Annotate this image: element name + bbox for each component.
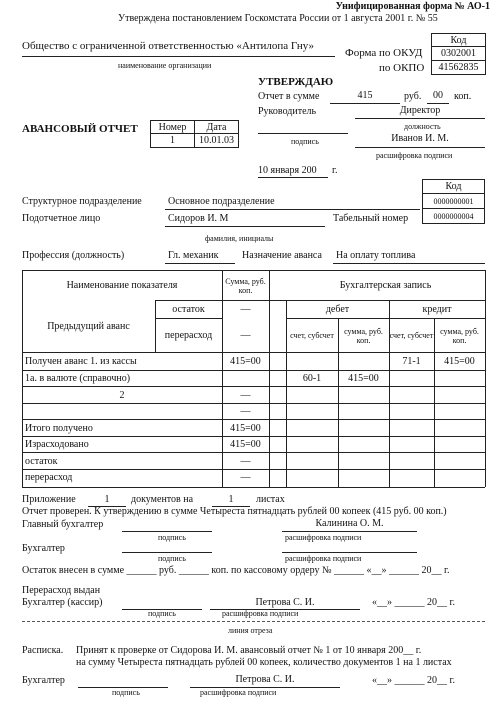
row-name: Израсходовано (25, 438, 89, 450)
row-debit-amount (338, 403, 389, 419)
row-credit-amount (434, 469, 485, 485)
approve-rub: руб. (404, 91, 422, 102)
row-credit-amount (434, 420, 485, 436)
th-sum: Сумма, руб. коп. (225, 276, 266, 295)
head-signature-line (258, 133, 348, 134)
purpose-value: На оплату топлива (336, 250, 416, 261)
approve-title: УТВЕРЖДАЮ (258, 76, 334, 88)
row-credit-amount (434, 453, 485, 469)
receipt-name: Петрова С. И. (235, 674, 295, 685)
cashier-name-caption: расшифровка подписи (222, 609, 299, 618)
cut-dashed-line (22, 621, 485, 622)
row-debit-amount (338, 453, 389, 469)
head-signature-caption: подпись (291, 137, 319, 146)
row-credit-account (389, 453, 434, 469)
purpose-line (333, 263, 485, 264)
approve-sum-label: Отчет в сумме (258, 91, 320, 102)
org-name: Общество с ограниченной ответственностью «Антилопа Гну» (22, 40, 315, 52)
dept-label: Структурное подразделение (22, 196, 142, 207)
row-name (22, 403, 225, 419)
approve-date: 10 января 200 (258, 165, 317, 176)
row-credit-amount (434, 436, 485, 452)
head-position-line (355, 118, 485, 119)
tab-label: Табельный номер (333, 213, 409, 224)
okud-label: Форма по ОКУД (345, 47, 423, 59)
form-title: Унифицированная форма № АО-1 (335, 1, 490, 12)
prof-value: Гл. механик (168, 250, 219, 261)
approve-kop-line (427, 103, 449, 104)
th-credit-amount: сумма, руб. коп. (440, 326, 479, 345)
row-name: 1а. в валюте (справочно) (25, 372, 131, 384)
chief-name-line (282, 531, 417, 532)
approval-note: Утверждена постановлением Госкомстата России от 1 августа 2001 г. № 55 (118, 13, 438, 24)
code-header: Код (431, 33, 486, 47)
row-debit-account (286, 420, 338, 436)
accountant-name-line (282, 552, 417, 553)
org-underline (22, 56, 335, 57)
th-accounting: Бухгалтерская запись (339, 280, 432, 291)
accountant-signature-caption: подпись (158, 554, 186, 563)
rest-text: Остаток внесен в сумме ______ руб. ______ коп. по кассовому ордеру № ______ «__» ______ 20__ г. (22, 565, 450, 576)
prev-balance-sum: — (240, 304, 251, 315)
dept-code: 0000000001 (422, 193, 485, 209)
person-value: Сидоров И. М (168, 213, 229, 224)
receipt-accountant-label: Бухгалтер (22, 675, 65, 686)
person-label: Подотчетное лицо (22, 213, 101, 224)
approve-kop: коп. (454, 91, 472, 102)
row-name: остаток (25, 455, 58, 467)
row-credit-account: 71-1 (402, 355, 421, 367)
receipt-label: Расписка. (22, 645, 64, 656)
row-debit-amount (338, 387, 389, 403)
row-name: Получен аванс 1. из кассы (25, 355, 137, 367)
row-credit-account (389, 469, 434, 485)
report-title: АВАНСОВЫЙ ОТЧЕТ (22, 123, 138, 135)
checked-text: Отчет проверен. К утверждению в сумме Четыреста пятнадцать рублей 00 копеек (415 руб. 00 коп.) (22, 506, 447, 517)
okpo-value: 41562835 (431, 60, 486, 75)
head-label: Руководитель (258, 106, 317, 117)
receipt-text-2: на сумму Четыреста пятнадцать рублей 00 копеек, количество документов 1 на 1 листах (76, 657, 452, 668)
row-name: Итого получено (25, 422, 93, 434)
row-debit-account (286, 403, 338, 419)
attach-sheets: листах (256, 494, 285, 505)
purpose-label: Назначение аванса (242, 250, 322, 261)
receipt-date: «__» ______ 20__ г. (372, 675, 455, 686)
cut-line-label: линия отреза (228, 626, 273, 635)
attach-docs: документов на (131, 494, 194, 505)
row-sum: — (240, 389, 251, 401)
chief-signature-line (122, 531, 212, 532)
row-credit-amount: 415=00 (444, 355, 475, 367)
row-credit-account (389, 420, 434, 436)
th-debit: дебет (325, 304, 350, 315)
chief-name-caption: расшифровка подписи (285, 533, 362, 542)
th-credit: кредит (422, 304, 452, 315)
person-caption: фамилия, инициалы (205, 234, 274, 243)
row-debit-amount (338, 420, 389, 436)
row-sum: — (240, 471, 251, 483)
attach-sheets-count: 1 (228, 494, 234, 505)
report-number-value: 1 (150, 133, 195, 148)
head-name-line (355, 147, 485, 148)
prev-overspend-label: перерасход (164, 330, 213, 341)
position-caption: должность (404, 122, 441, 131)
cashier-signature-caption: подпись (148, 609, 176, 618)
head-position: Директор (399, 105, 441, 116)
head-name-caption: расшифровка подписи (376, 151, 453, 160)
row-credit-amount (434, 370, 485, 386)
approve-sum-line (330, 103, 400, 104)
cashier-label: Бухгалтер (кассир) (22, 597, 103, 608)
row-credit-account (389, 436, 434, 452)
dept-value: Основное подразделение (168, 196, 275, 207)
dept-line (165, 209, 420, 210)
row-debit-account (286, 469, 338, 485)
attach-label: Приложение (22, 494, 76, 505)
row-sum: 415=00 (230, 438, 261, 450)
row-debit-account (286, 387, 338, 403)
chief-label: Главный бухгалтер (22, 519, 104, 530)
attach-count: 1 (104, 494, 110, 505)
row-credit-account (389, 403, 434, 419)
row-debit-amount (338, 353, 389, 369)
th-debit-amount: сумма, руб. коп. (344, 326, 383, 345)
row-debit-amount (338, 436, 389, 452)
accountant-signature-line (122, 552, 212, 553)
tab-code: 0000000004 (422, 208, 485, 224)
receipt-signature-caption: подпись (112, 688, 140, 697)
row-name: 2 (119, 389, 125, 401)
row-sum: — (240, 455, 251, 467)
prev-advance-label: Предыдущий аванс (47, 321, 130, 332)
row-name: перерасход (25, 471, 73, 483)
accountant-name-caption: расшифровка подписи (285, 554, 362, 563)
row-debit-amount (338, 469, 389, 485)
person-line (165, 226, 325, 227)
receipt-name-caption: расшифровка подписи (200, 688, 277, 697)
chief-signature-caption: подпись (158, 533, 186, 542)
prev-overspend-sum: — (240, 330, 251, 341)
row-credit-account (389, 387, 434, 403)
overspend-paid: Перерасход выдан (22, 585, 101, 596)
row-sum: 415=00 (230, 355, 261, 367)
prof-label: Профессия (должность) (22, 250, 125, 261)
row-debit-amount: 415=00 (348, 372, 379, 384)
okpo-label: по ОКПО (379, 62, 425, 74)
row-credit-account (389, 370, 434, 386)
okud-value: 0302001 (431, 46, 486, 61)
cashier-name: Петрова С. И. (255, 597, 315, 608)
cashier-date: «__» ______ 20__ г. (372, 597, 455, 608)
th-name: Наименование показателя (66, 280, 178, 291)
report-date-value: 10.01.03 (194, 133, 239, 148)
approve-date-suffix: г. (332, 165, 338, 176)
receipt-text-1: Принят к проверке от Сидорова И. М. авансовый отчет № 1 от 10 января 200__ г. (76, 645, 422, 656)
row-credit-amount (434, 387, 485, 403)
row-debit-account (286, 353, 338, 369)
head-name: Иванов И. М. (391, 133, 449, 144)
prev-balance-label: остаток (172, 304, 205, 315)
row-sum: 415=00 (230, 422, 261, 434)
row-debit-account: 60-1 (302, 372, 322, 384)
details-code-header: Код (422, 179, 485, 194)
row-debit-account (286, 453, 338, 469)
row-sum: — (240, 405, 251, 417)
report-date-label: Дата (194, 120, 239, 134)
row-credit-amount (434, 403, 485, 419)
approve-date-line (258, 177, 328, 178)
row-sum (222, 370, 269, 386)
accountant-label: Бухгалтер (22, 543, 65, 554)
th-debit-account: счет, субсчет (290, 331, 334, 340)
approve-kop-value: 00 (433, 90, 443, 101)
report-number-label: Номер (150, 120, 195, 134)
approve-sum-value: 415 (357, 90, 373, 101)
row-debit-account (286, 436, 338, 452)
prof-line (165, 263, 235, 264)
th-credit-account: счет, субсчет (389, 331, 434, 340)
org-caption: наименование организации (118, 61, 212, 70)
chief-name: Калинина О. М. (315, 518, 384, 529)
